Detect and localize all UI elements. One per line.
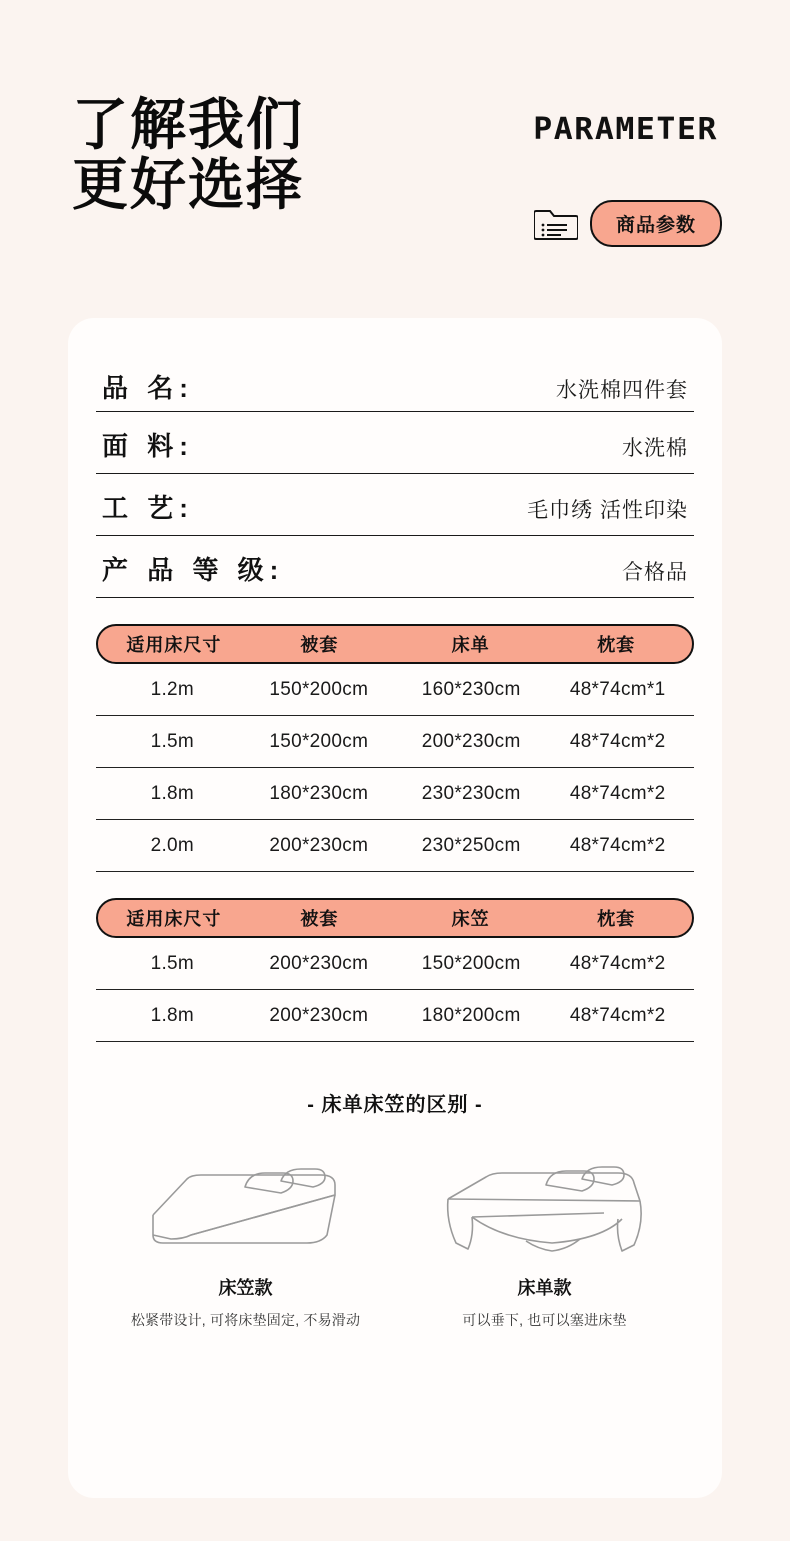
difference-item-flat (407, 1143, 682, 1330)
spec-row (96, 474, 694, 536)
page-title-line-1: 了解我们 (72, 93, 304, 158)
cell-pillow: 48*74cm*2 (569, 952, 666, 974)
cell-bed-size: 1.2m (150, 678, 195, 700)
spec-value: 合格品 (622, 561, 688, 584)
size-table-sheet (96, 624, 694, 872)
cell-pillow: 48*74cm*1 (569, 678, 666, 700)
table-row (96, 664, 694, 716)
spec-value: 水洗棉 (622, 437, 688, 460)
spec-label: 面 料: (102, 431, 194, 461)
cell-sheet: 230*250cm (421, 834, 521, 856)
fitted-sheet-bed-icon (135, 1250, 355, 1267)
parameter-card (68, 318, 722, 1498)
parameter-wordmark: PARAMETER (533, 112, 718, 147)
difference-description: 可以垂下, 也可以塞进床垫 (462, 1312, 627, 1328)
spec-value: 毛巾绣 活性印染 (527, 499, 688, 522)
difference-caption: 床笠款 (218, 1278, 273, 1298)
cell-pillow: 48*74cm*2 (569, 834, 666, 856)
difference-item-fitted (108, 1143, 383, 1330)
column-header: 枕套 (597, 909, 636, 929)
table-header-row (96, 624, 694, 664)
page-title (72, 93, 304, 218)
cell-pillow: 48*74cm*2 (569, 782, 666, 804)
table-row (96, 768, 694, 820)
table-row (96, 990, 694, 1042)
cell-duvet: 200*230cm (269, 1004, 369, 1026)
spec-label: 工 艺: (102, 493, 194, 523)
spec-row (96, 412, 694, 474)
column-header: 枕套 (597, 635, 636, 655)
cell-bed-size: 1.8m (150, 1004, 195, 1026)
cell-sheet: 160*230cm (421, 678, 521, 700)
flat-sheet-bed-icon (434, 1250, 654, 1267)
page-title-line-2: 更好选择 (72, 152, 304, 218)
product-parameter-badge[interactable]: 商品参数 (590, 200, 722, 247)
difference-caption: 床单款 (517, 1278, 572, 1298)
difference-title: - 床单床笠的区别 - (307, 1094, 483, 1116)
column-header: 床笠 (451, 909, 490, 929)
cell-pillow: 48*74cm*2 (569, 730, 666, 752)
cell-duvet: 180*230cm (269, 782, 369, 804)
cell-duvet: 150*200cm (269, 730, 369, 752)
folder-list-icon (534, 205, 578, 241)
cell-bed-size: 1.5m (150, 952, 195, 974)
cell-duvet: 150*200cm (269, 678, 369, 700)
cell-pillow: 48*74cm*2 (569, 1004, 666, 1026)
difference-illustrations (96, 1143, 694, 1330)
cell-sheet: 200*230cm (421, 730, 521, 752)
table-row (96, 938, 694, 990)
difference-description: 松紧带设计, 可将床垫固定, 不易滑动 (130, 1312, 361, 1328)
page-header (0, 0, 790, 236)
column-header: 适用床尺寸 (126, 909, 222, 929)
cell-bed-size: 1.5m (150, 730, 195, 752)
column-header: 被套 (300, 635, 339, 655)
cell-sheet: 230*230cm (421, 782, 521, 804)
cell-fitted: 180*200cm (421, 1004, 521, 1026)
column-header: 适用床尺寸 (126, 635, 222, 655)
table-row (96, 820, 694, 872)
spec-value: 水洗棉四件套 (556, 379, 688, 402)
column-header: 被套 (300, 909, 339, 929)
spec-row (96, 350, 694, 412)
cell-duvet: 200*230cm (269, 952, 369, 974)
cell-fitted: 150*200cm (421, 952, 521, 974)
column-header: 床单 (451, 635, 490, 655)
size-table-fitted (96, 898, 694, 1042)
spec-row (96, 536, 694, 598)
cell-bed-size: 1.8m (150, 782, 195, 804)
spec-label: 品 名: (102, 373, 194, 403)
cell-duvet: 200*230cm (269, 834, 369, 856)
spec-label: 产 品 等 级: (102, 555, 285, 585)
table-row (96, 716, 694, 768)
cell-bed-size: 2.0m (150, 834, 195, 856)
spec-list (96, 350, 694, 598)
table-header-row (96, 898, 694, 938)
